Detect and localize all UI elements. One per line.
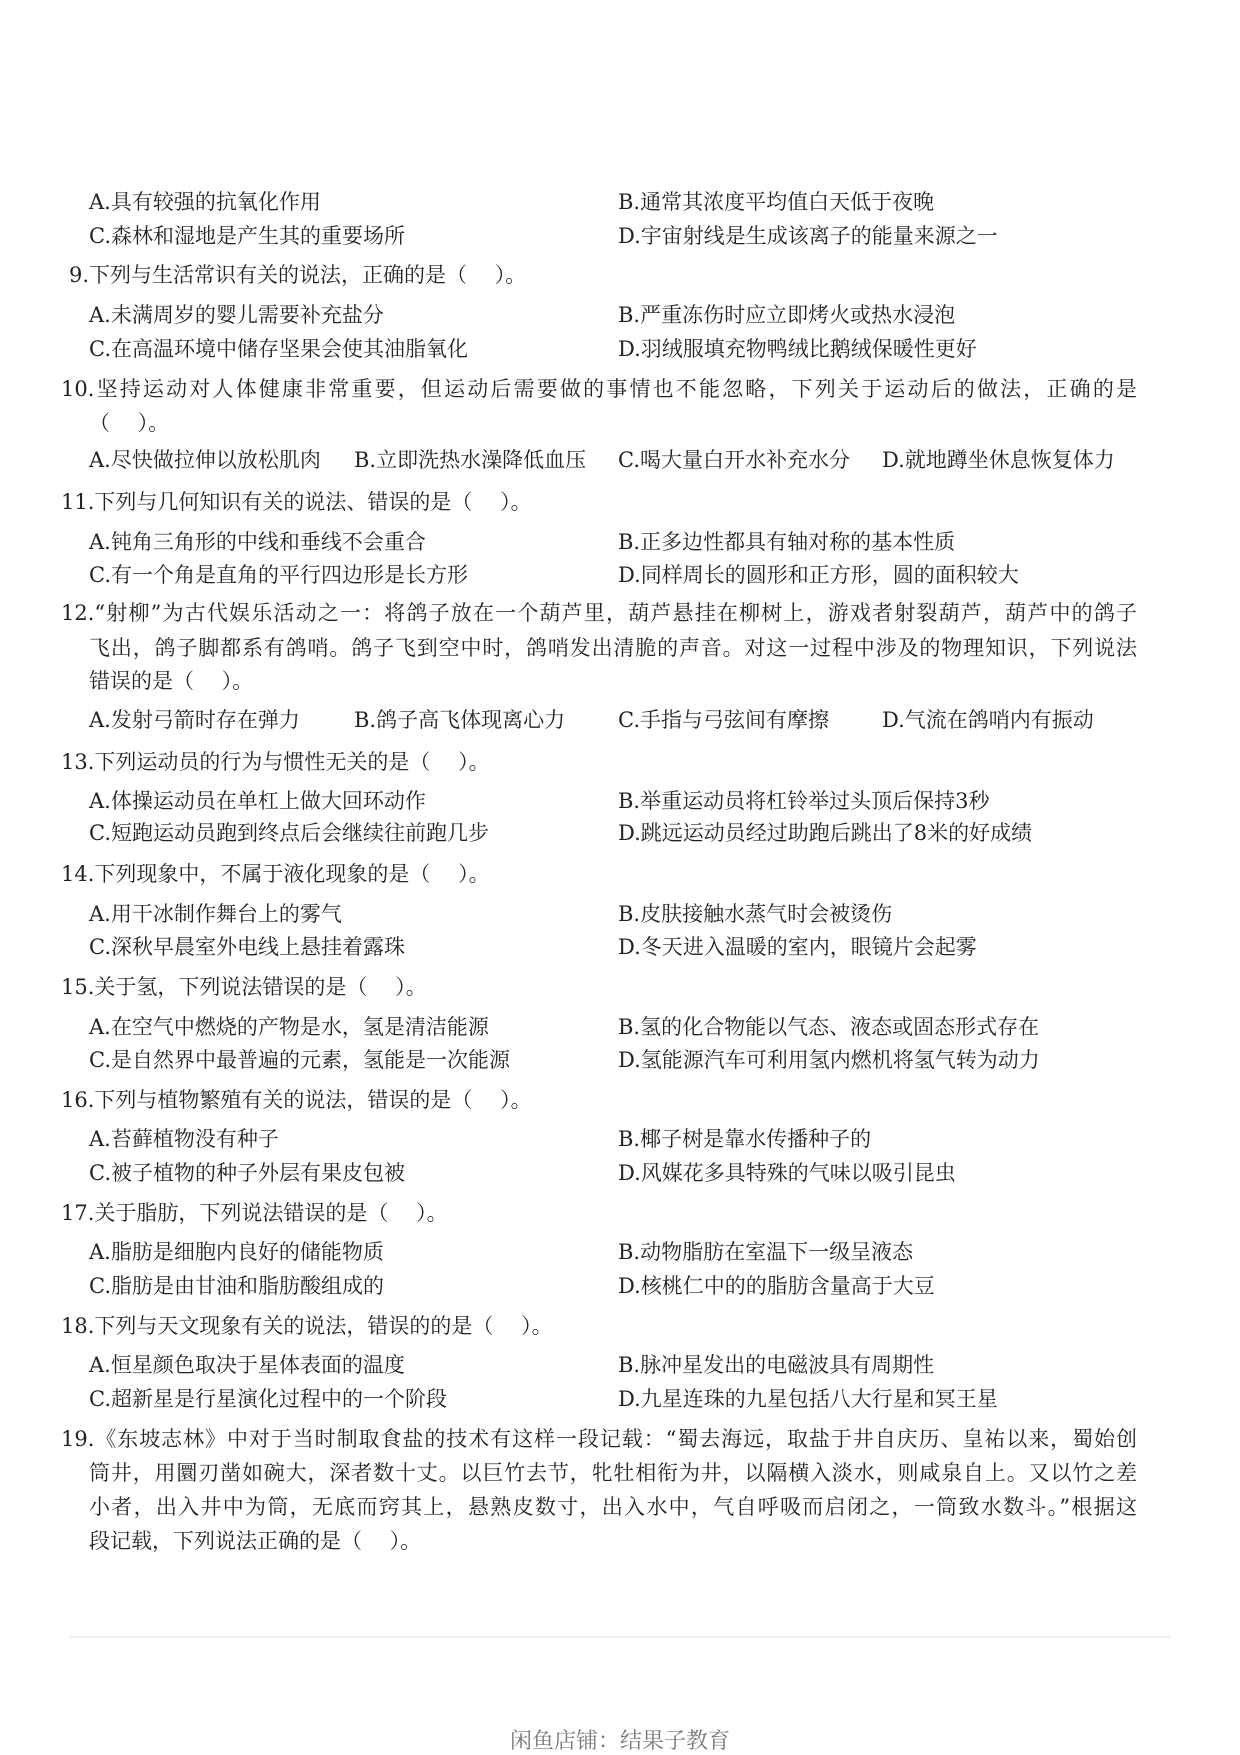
divider [70,1636,1170,1638]
question-stem: 10.坚持运动对人体健康非常重要，但运动后需要做的事情也不能忽略，下列关于运动后的做法，正确的是 [61,377,1137,401]
option: B.举重运动员将杠铃举过头顶后保持3秒 [618,789,990,813]
option: D.风媒花多具特殊的气味以吸引昆虫 [618,1161,956,1185]
question-stem: 17.关于脂肪，下列说法错误的是（ ）。 [61,1201,448,1225]
option: C.是自然界中最普遍的元素，氢能是一次能源 [89,1048,510,1072]
question-stem-continued: 小者，出入井中为筒，无底而窍其上，悬熟皮数寸，出入水中，气自呼吸而启闭之，一筒致水数斗。”根据这 [89,1495,1137,1519]
question-stem: 9.下列与生活常识有关的说法，正确的是（ ）。 [69,263,527,287]
question-stem-continued: （ ）。 [89,411,170,435]
option: A.钝角三角形的中线和垂线不会重合 [89,530,426,554]
option: B.立即洗热水澡降低血压 [354,448,587,472]
option: A.体操运动员在单杠上做大回环动作 [89,789,426,813]
option: D.氢能源汽车可利用氢内燃机将氢气转为动力 [618,1048,1040,1072]
option: B.动物脂肪在室温下一级呈液态 [618,1240,914,1264]
option: A.用干冰制作舞台上的雾气 [89,902,342,926]
option: D.九星连珠的九星包括八大行星和冥王星 [618,1387,998,1411]
option: B.正多边性都具有轴对称的基本性质 [618,530,956,554]
option: A.具有较强的抗氧化作用 [89,190,321,214]
option: A.未满周岁的婴儿需要补充盐分 [89,303,384,327]
question-stem: 15.关于氢，下列说法错误的是（ ）。 [61,975,427,999]
option: B.严重冻伤时应立即烤火或热水浸泡 [618,303,956,327]
option: A.脂肪是细胞内良好的储能物质 [89,1240,384,1264]
question-stem: 12.“射柳”为古代娱乐活动之一：将鸽子放在一个葫芦里，葫芦悬挂在柳树上，游戏者射裂葫芦，葫芦中的鸽子 [61,601,1137,625]
option: C.超新星是行星演化过程中的一个阶段 [89,1387,447,1411]
option: C.有一个角是直角的平行四边形是长方形 [89,563,468,587]
option: D.冬天进入温暖的室内，眼镜片会起雾 [618,935,977,959]
question-stem-continued: 错误的是（ ）。 [89,669,254,693]
option: C.喝大量白开水补充水分 [618,448,850,472]
option: C.被子植物的种子外层有果皮包被 [89,1161,405,1185]
option: D.气流在鸽哨内有振动 [882,708,1094,732]
question-stem: 11.下列与几何知识有关的说法、错误的是（ ）。 [61,490,532,514]
option: B.氢的化合物能以气态、液态或固态形式存在 [618,1015,1040,1039]
question-stem-continued: 段记载，下列说法正确的是（ ）。 [89,1529,422,1553]
question-stem: 18.下列与天文现象有关的说法，错误的的是（ ）。 [61,1314,553,1338]
question-stem: 19.《东坡志林》中对于当时制取食盐的技术有这样一段记载：“蜀去海远，取盐于井自庆历、皇祐以来，蜀始创 [61,1427,1137,1451]
question-stem: 14.下列现象中，不属于液化现象的是（ ）。 [61,862,490,886]
option: A.在空气中燃烧的产物是水，氢是清洁能源 [89,1015,489,1039]
option: D.跳远运动员经过助跑后跳出了8米的好成绩 [618,821,1033,845]
question-stem-continued: 筒井，用圜刃凿如碗大，深者数十丈。以巨竹去节，牝牡相衔为井，以隔横入淡水，则咸泉自上。又以竹之差 [89,1461,1137,1485]
option: A.发射弓箭时存在弹力 [89,708,300,732]
option: A.苔藓植物没有种子 [89,1127,279,1151]
option: C.手指与弓弦间有摩擦 [618,708,829,732]
option: C.脂肪是由甘油和脂肪酸组成的 [89,1274,384,1298]
option: B.脉冲星发出的电磁波具有周期性 [618,1353,935,1377]
option: B.椰子树是靠水传播种子的 [618,1127,872,1151]
option: A.恒星颜色取决于星体表面的温度 [89,1353,405,1377]
question-stem: 16.下列与植物繁殖有关的说法，错误的是（ ）。 [61,1088,532,1112]
option: C.短跑运动员跑到终点后会继续往前跑几步 [89,821,489,845]
question-stem-continued: 飞出，鸽子脚都系有鸽哨。鸽子飞到空中时，鸽哨发出清脆的声音。对这一过程中涉及的物理知识，下列说法 [89,636,1137,660]
option: B.通常其浓度平均值白天低于夜晚 [618,190,935,214]
option: C.在高温环境中储存坚果会使其油脂氧化 [89,337,468,361]
option: D.就地蹲坐休息恢复体力 [882,448,1115,472]
footer-shop-name: 闲鱼店铺：结果子教育 [509,1729,730,1754]
option: D.羽绒服填充物鸭绒比鹅绒保暖性更好 [618,337,977,361]
option: C.深秋早晨室外电线上悬挂着露珠 [89,935,405,959]
option: B.皮肤接触水蒸气时会被烫伤 [618,902,893,926]
option: D.宇宙射线是生成该离子的能量来源之一 [618,224,998,248]
option: B.鸽子高飞体现离心力 [354,708,566,732]
option: D.同样周长的圆形和正方形，圆的面积较大 [618,563,1019,587]
question-stem: 13.下列运动员的行为与惯性无关的是（ ）。 [61,750,490,774]
option: D.核桃仁中的的脂肪含量高于大豆 [618,1274,935,1298]
option: A.尽快做拉伸以放松肌肉 [89,448,321,472]
option: C.森林和湿地是产生其的重要场所 [89,224,405,248]
